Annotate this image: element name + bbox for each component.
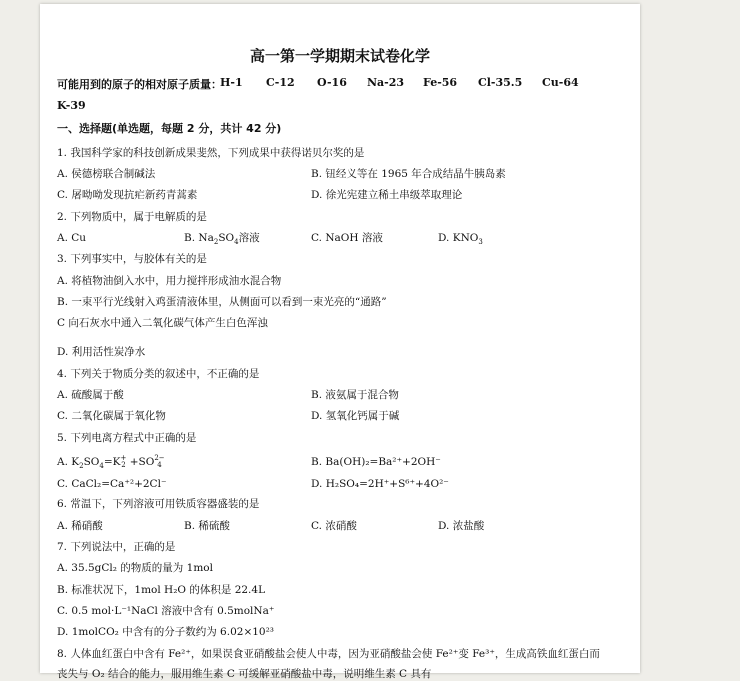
atomic-mass-fe: Fe-56 xyxy=(423,76,458,89)
q5a-so-sup: 2− xyxy=(154,454,165,462)
atomic-mass-k: K-39 xyxy=(57,99,86,112)
question-5-option-a xyxy=(57,455,165,469)
question-4-option-b: B. 液氨属于混合物 xyxy=(311,389,399,401)
question-6-option-b: B. 稀硫酸 xyxy=(184,520,230,532)
q5a-pre: A. K xyxy=(57,456,80,468)
q2b-pre: B. Na xyxy=(184,232,214,244)
question-2-option-c: C. NaOH 溶液 xyxy=(311,232,383,244)
question-7-option-d: D. 1molCO₂ 中含有的分子数约为 6.02×10²³ xyxy=(57,626,275,638)
atomic-mass-cu: Cu-64 xyxy=(542,76,579,89)
question-1-option-b: B. 钮经义等在 1965 年合成结晶牛胰岛素 xyxy=(311,168,506,180)
atomic-mass-h: H-1 xyxy=(220,76,243,89)
question-4-option-d: D. 氢氧化钙属于碱 xyxy=(311,410,400,422)
question-5-option-b: B. Ba(OH)₂=Ba²⁺+2OH⁻ xyxy=(311,456,441,468)
question-2-option-b xyxy=(184,231,260,245)
q2b-post: 溶液 xyxy=(238,232,260,244)
question-4-stem: 4. 下列关于物质分类的叙述中，不正确的是 xyxy=(57,368,260,380)
question-6-option-c: C. 浓硝酸 xyxy=(311,520,357,532)
question-3-option-b: B. 一束平行光线射入鸡蛋清液体里，从侧面可以看到一束光亮的“通路” xyxy=(57,296,387,308)
question-3-option-a: A. 将植物油倒入水中，用力搅拌形成油水混合物 xyxy=(57,275,282,287)
q2d-sub: 3 xyxy=(478,238,483,247)
question-6-stem: 6. 常温下，下列溶液可用铁质容器盛装的是 xyxy=(57,498,260,510)
question-2-stem: 2. 下列物质中，属于电解质的是 xyxy=(57,211,207,223)
question-2-option-a: A. Cu xyxy=(57,232,87,244)
section-heading: 一、选择题(单选题，每题 2 分，共计 42 分) xyxy=(57,122,282,135)
document-title: 高一第一学期期末试卷化学 xyxy=(249,47,430,65)
question-8-line-2: 丧失与 O₂ 结合的能力，服用维生素 C 可缓解亚硝酸盐中毒，说明维生素 C 具有 xyxy=(57,668,432,680)
question-1-option-d: D. 徐光宪建立稀土串级萃取理论 xyxy=(311,189,463,201)
atomic-mass-cl: Cl-35.5 xyxy=(478,76,523,89)
q5a-sub1: 2 xyxy=(79,462,84,471)
question-5-option-c: C. CaCl₂=Ca⁺²+2Cl⁻ xyxy=(57,478,167,490)
q5a-mid: SO xyxy=(83,456,100,468)
q2b-sub1: 2 xyxy=(213,238,219,247)
question-7-option-c: C. 0.5 mol·L⁻¹NaCl 溶液中含有 0.5molNa⁺ xyxy=(57,605,275,617)
question-8-line-1: 8. 人体血红蛋白中含有 Fe²⁺，如果误食亚硝酸盐会使人中毒，因为亚硝酸盐会使 Fe²⁺变 Fe³⁺，生成高铁血红蛋白而 xyxy=(57,648,600,660)
q5a-k-sup: + xyxy=(120,454,127,462)
atomic-mass-c: C-12 xyxy=(266,76,295,89)
question-6-option-a: A. 稀硝酸 xyxy=(57,520,103,532)
question-6-option-d: D. 浓盐酸 xyxy=(438,520,485,532)
question-3-stem: 3. 下列事实中，与胶体有关的是 xyxy=(57,253,207,265)
question-7-option-a: A. 35.5gCl₂ 的物质的量为 1mol xyxy=(57,562,213,574)
question-5-stem: 5. 下列电离方程式中正确的是 xyxy=(57,432,197,444)
q5a-so-charge xyxy=(154,455,164,469)
q5a-plus: +SO xyxy=(126,456,155,468)
q5a-k-sub: 2 xyxy=(121,461,126,469)
question-3-option-c: C 向石灰水中通入二氧化碳气体产生白色浑浊 xyxy=(57,317,268,329)
atomic-mass-o: O-16 xyxy=(317,76,347,89)
question-3-option-d: D. 利用活性炭净水 xyxy=(57,346,146,358)
q5a-eq: =K xyxy=(103,456,121,468)
atomic-mass-label: 可能用到的原子的相对原子质量： xyxy=(57,78,222,91)
q5a-so-sub: 4 xyxy=(157,461,162,469)
question-7-option-b: B. 标准状况下，1mol H₂O 的体积是 22.4L xyxy=(57,584,266,596)
question-5-option-d: D. H₂SO₄=2H⁺+S⁶⁺+4O²⁻ xyxy=(311,478,449,490)
question-4-option-c: C. 二氧化碳属于氧化物 xyxy=(57,410,166,422)
question-1-option-a: A. 侯德榜联合制碱法 xyxy=(57,168,156,180)
question-1-stem: 1. 我国科学家的科技创新成果斐然，下列成果中获得诺贝尔奖的是 xyxy=(57,147,365,159)
q2b-sub2: 4 xyxy=(234,238,239,247)
q2b-mid: SO xyxy=(218,232,235,244)
document-page xyxy=(40,4,640,680)
question-7-stem: 7. 下列说法中，正确的是 xyxy=(57,541,176,553)
q5a-sub2: 4 xyxy=(99,462,104,471)
question-2-option-d xyxy=(438,231,483,245)
question-1-option-c: C. 屠呦呦发现抗疟新药青蒿素 xyxy=(57,189,198,201)
question-4-option-a: A. 硫酸属于酸 xyxy=(57,389,124,401)
atomic-mass-na: Na-23 xyxy=(367,76,405,89)
q2d-pre: D. KNO xyxy=(438,232,479,244)
